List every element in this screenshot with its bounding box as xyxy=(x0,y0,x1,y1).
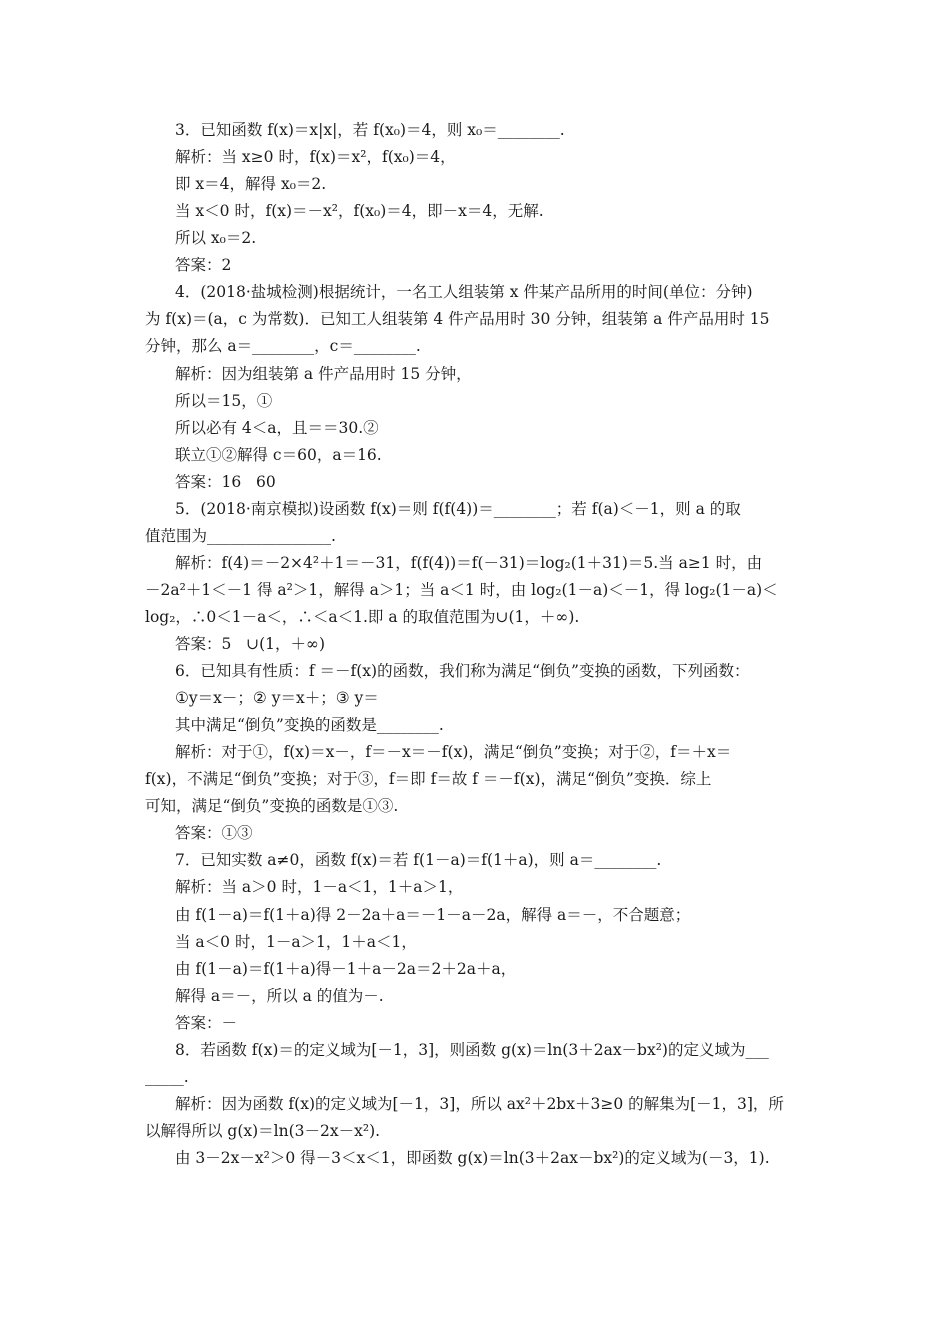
text-line: 值范围为________________. xyxy=(145,526,336,545)
text-line: 解析：因为组装第 a 件产品用时 15 分钟， xyxy=(175,364,472,383)
text-line: 5．(2018·南京模拟)设函数 f(x)＝则 f(f(4))＝________；若 f(a)＜－1，则 a 的取 xyxy=(175,499,741,518)
text-line: 由 f(1－a)＝f(1＋a)得－1＋a－2a＝2＋2a＋a， xyxy=(175,959,517,978)
text-line: log₂，∴0＜1－a＜，∴＜a＜1.即 a 的取值范围为∪(1，＋∞). xyxy=(145,607,580,626)
text-line: 由 f(1－a)＝f(1＋a)得 2－2a＋a＝－1－a－2a，解得 a＝－，不合题意； xyxy=(175,905,691,924)
text-line: 为 f(x)＝(a，c 为常数)．已知工人组装第 4 件产品用时 30 分钟，组装第 a 件产品用时 15 xyxy=(145,310,770,329)
text-line: 可知，满足“倒负”变换的函数是①③. xyxy=(145,797,399,816)
text-line: 所以＝15，① xyxy=(175,391,273,410)
text-line: 答案：16 60 xyxy=(175,472,276,491)
text-line: 分钟，那么 a＝________，c＝________. xyxy=(145,337,421,356)
text-line: ①y＝x－；② y＝x＋；③ y＝ xyxy=(175,689,379,708)
text-line: 即 x＝4，解得 x₀＝2. xyxy=(175,175,327,194)
text-line: 当 a＜0 时，1－a＞1，1＋a＜1， xyxy=(175,932,417,951)
text-line: 以解得所以 g(x)＝ln(3－2x－x²). xyxy=(145,1121,381,1140)
text-line: 8．若函数 f(x)＝的定义域为[－1，3]，则函数 g(x)＝ln(3＋2ax－bx²)的定义域为___ xyxy=(175,1040,769,1059)
text-line: 解析：对于①，f(x)＝x－，f＝－x＝－f(x)，满足“倒负”变换；对于②，f＝＋x＝ xyxy=(175,743,732,762)
text-line: 3．已知函数 f(x)＝x|x|，若 f(x₀)＝4，则 x₀＝________. xyxy=(175,121,565,139)
text-line: 当 x＜0 时，f(x)＝－x²，f(x₀)＝4，即－x＝4，无解. xyxy=(175,202,544,221)
text-line: _____. xyxy=(145,1067,189,1086)
text-line: 7．已知实数 a≠0，函数 f(x)＝若 f(1－a)＝f(1＋a)，则 a＝________. xyxy=(175,851,662,870)
text-line: 答案：2 xyxy=(175,256,232,275)
text-line: 答案：5 ∪(1，＋∞) xyxy=(175,635,325,653)
text-line: 所以 x₀＝2. xyxy=(175,229,257,248)
text-line: 所以必有 4＜a，且＝＝30.② xyxy=(175,418,379,437)
text-line: 6．已知具有性质：f ＝－f(x)的函数，我们称为满足“倒负”变换的函数，下列函数： xyxy=(175,662,750,680)
text-line: －2a²＋1＜－1 得 a²＞1，解得 a＞1；当 a＜1 时，由 log₂(1－a)＜－1，得 log₂(1－a)＜ xyxy=(145,580,778,599)
text-line: 解得 a＝－，所以 a 的值为－. xyxy=(175,986,384,1005)
text-line: 由 3－2x－x²＞0 得－3＜x＜1，即函数 g(x)＝ln(3＋2ax－bx²)的定义域为(－3，1). xyxy=(175,1148,770,1167)
text-line: 解析：当 x≥0 时，f(x)＝x²，f(x₀)＝4， xyxy=(175,148,456,167)
text-line: 解析：f(4)＝－2×4²＋1＝－31，f(f(4))＝f(－31)＝log₂(1＋31)＝5.当 a≥1 时，由 xyxy=(175,553,763,572)
text-line: 答案：－ xyxy=(175,1013,238,1032)
text-line: 解析：因为函数 f(x)的定义域为[－1，3]，所以 ax²＋2bx＋3≥0 的解集为[－1，3]，所 xyxy=(175,1094,784,1113)
text-line: 联立①②解得 c＝60，a＝16. xyxy=(175,445,382,464)
text-line: 其中满足“倒负”变换的函数是________. xyxy=(175,716,444,735)
text-line: 解析：当 a＞0 时，1－a＜1，1＋a＞1， xyxy=(175,878,464,897)
text-line: 4．(2018·盐城检测)根据统计，一名工人组装第 x 件某产品所用的时间(单位：分钟) xyxy=(175,283,753,302)
text-line: f(x)，不满足“倒负”变换；对于③，f＝即 f＝故 f ＝－f(x)，满足“倒负”变换．综上 xyxy=(145,770,712,789)
text-line: 答案：①③ xyxy=(175,824,253,843)
